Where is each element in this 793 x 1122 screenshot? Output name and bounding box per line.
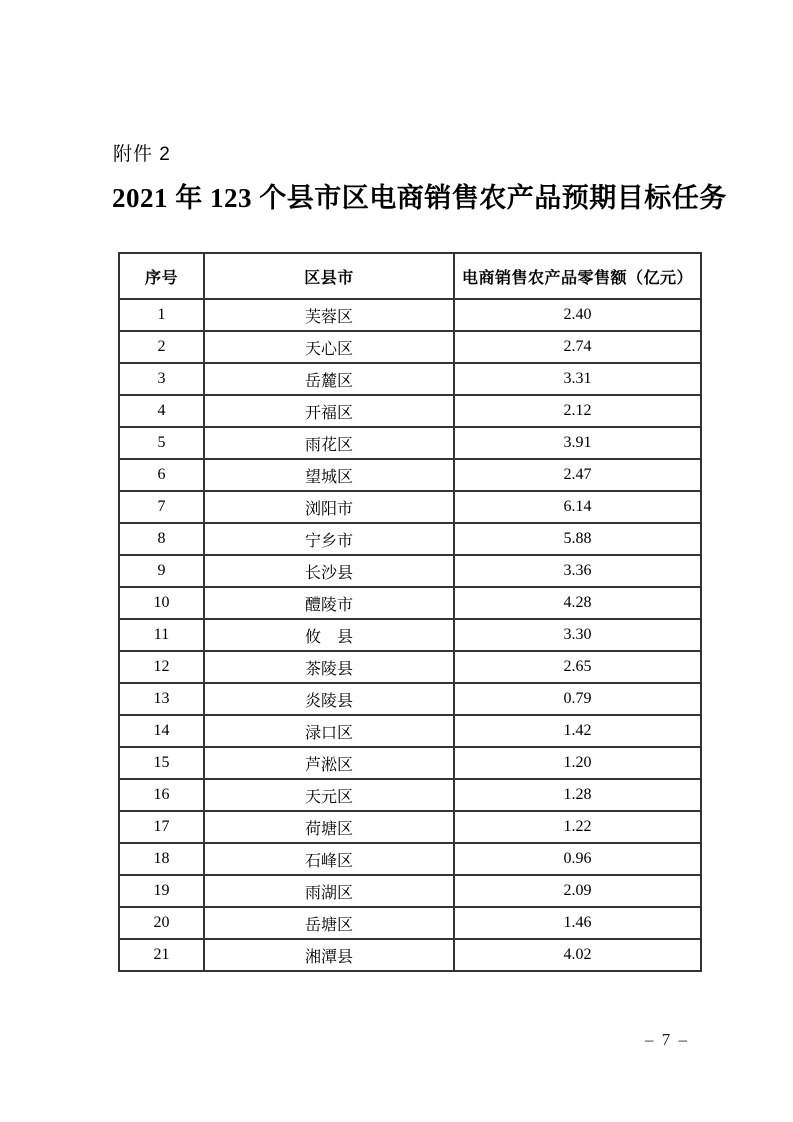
- page-number: – 7 –: [645, 1030, 689, 1049]
- table-row: [119, 331, 701, 363]
- cell-district: 雨湖区: [204, 875, 454, 907]
- page-title: 2021 年 123 个县市区电商销售农产品预期目标任务: [112, 183, 727, 213]
- cell-value: 1.20: [454, 747, 701, 779]
- table-row: [119, 363, 701, 395]
- header-district: 区县市: [204, 253, 454, 299]
- table-row: [119, 619, 701, 651]
- cell-value: 2.12: [454, 395, 701, 427]
- cell-district: 天心区: [204, 331, 454, 363]
- table-row: [119, 875, 701, 907]
- cell-district: 岳塘区: [204, 907, 454, 939]
- cell-district: 开福区: [204, 395, 454, 427]
- table-row: [119, 747, 701, 779]
- cell-no: 20: [119, 907, 204, 939]
- cell-district: 炎陵县: [204, 683, 454, 715]
- cell-value: 5.88: [454, 523, 701, 555]
- cell-district: 攸 县: [204, 619, 454, 651]
- table-row: [119, 459, 701, 491]
- cell-value: 3.30: [454, 619, 701, 651]
- cell-no: 14: [119, 715, 204, 747]
- cell-district: 湘潭县: [204, 939, 454, 971]
- cell-no: 13: [119, 683, 204, 715]
- table-header: [119, 253, 701, 299]
- table-row: [119, 555, 701, 587]
- cell-district: 荷塘区: [204, 811, 454, 843]
- cell-no: 8: [119, 523, 204, 555]
- cell-value: 0.96: [454, 843, 701, 875]
- cell-no: 17: [119, 811, 204, 843]
- header-value: 电商销售农产品零售额（亿元）: [454, 253, 701, 299]
- table-body: [119, 299, 701, 971]
- cell-no: 3: [119, 363, 204, 395]
- cell-no: 1: [119, 299, 204, 331]
- cell-value: 0.79: [454, 683, 701, 715]
- table-row: [119, 299, 701, 331]
- cell-value: 1.42: [454, 715, 701, 747]
- cell-district: 长沙县: [204, 555, 454, 587]
- cell-value: 2.65: [454, 651, 701, 683]
- header-no: 序号: [119, 253, 204, 299]
- targets-table: [118, 252, 702, 972]
- cell-value: 3.31: [454, 363, 701, 395]
- table-row: [119, 683, 701, 715]
- cell-no: 18: [119, 843, 204, 875]
- cell-value: 3.91: [454, 427, 701, 459]
- cell-value: 2.47: [454, 459, 701, 491]
- table-row: [119, 395, 701, 427]
- table-row: [119, 523, 701, 555]
- cell-value: 1.28: [454, 779, 701, 811]
- cell-no: 10: [119, 587, 204, 619]
- cell-value: 2.09: [454, 875, 701, 907]
- cell-no: 2: [119, 331, 204, 363]
- table-row: [119, 491, 701, 523]
- cell-district: 渌口区: [204, 715, 454, 747]
- cell-no: 15: [119, 747, 204, 779]
- table-row: [119, 939, 701, 971]
- cell-value: 1.46: [454, 907, 701, 939]
- table-row: [119, 715, 701, 747]
- table-row: [119, 907, 701, 939]
- cell-district: 芙蓉区: [204, 299, 454, 331]
- cell-no: 5: [119, 427, 204, 459]
- table-row: [119, 427, 701, 459]
- cell-district: 芦淞区: [204, 747, 454, 779]
- cell-no: 4: [119, 395, 204, 427]
- cell-value: 4.28: [454, 587, 701, 619]
- table-row: [119, 811, 701, 843]
- cell-value: 6.14: [454, 491, 701, 523]
- cell-no: 12: [119, 651, 204, 683]
- cell-no: 16: [119, 779, 204, 811]
- cell-no: 6: [119, 459, 204, 491]
- cell-value: 3.36: [454, 555, 701, 587]
- cell-district: 宁乡市: [204, 523, 454, 555]
- cell-value: 2.40: [454, 299, 701, 331]
- cell-district: 醴陵市: [204, 587, 454, 619]
- cell-no: 19: [119, 875, 204, 907]
- cell-district: 茶陵县: [204, 651, 454, 683]
- header-row: [119, 253, 701, 299]
- cell-district: 雨花区: [204, 427, 454, 459]
- table-row: [119, 843, 701, 875]
- table-row: [119, 651, 701, 683]
- cell-no: 9: [119, 555, 204, 587]
- cell-no: 11: [119, 619, 204, 651]
- cell-value: 1.22: [454, 811, 701, 843]
- cell-district: 岳麓区: [204, 363, 454, 395]
- cell-district: 望城区: [204, 459, 454, 491]
- cell-no: 7: [119, 491, 204, 523]
- cell-district: 石峰区: [204, 843, 454, 875]
- table-row: [119, 587, 701, 619]
- table-row: [119, 779, 701, 811]
- cell-no: 21: [119, 939, 204, 971]
- cell-district: 浏阳市: [204, 491, 454, 523]
- attachment-label: 附件 2: [113, 144, 171, 165]
- cell-value: 2.74: [454, 331, 701, 363]
- cell-district: 天元区: [204, 779, 454, 811]
- cell-value: 4.02: [454, 939, 701, 971]
